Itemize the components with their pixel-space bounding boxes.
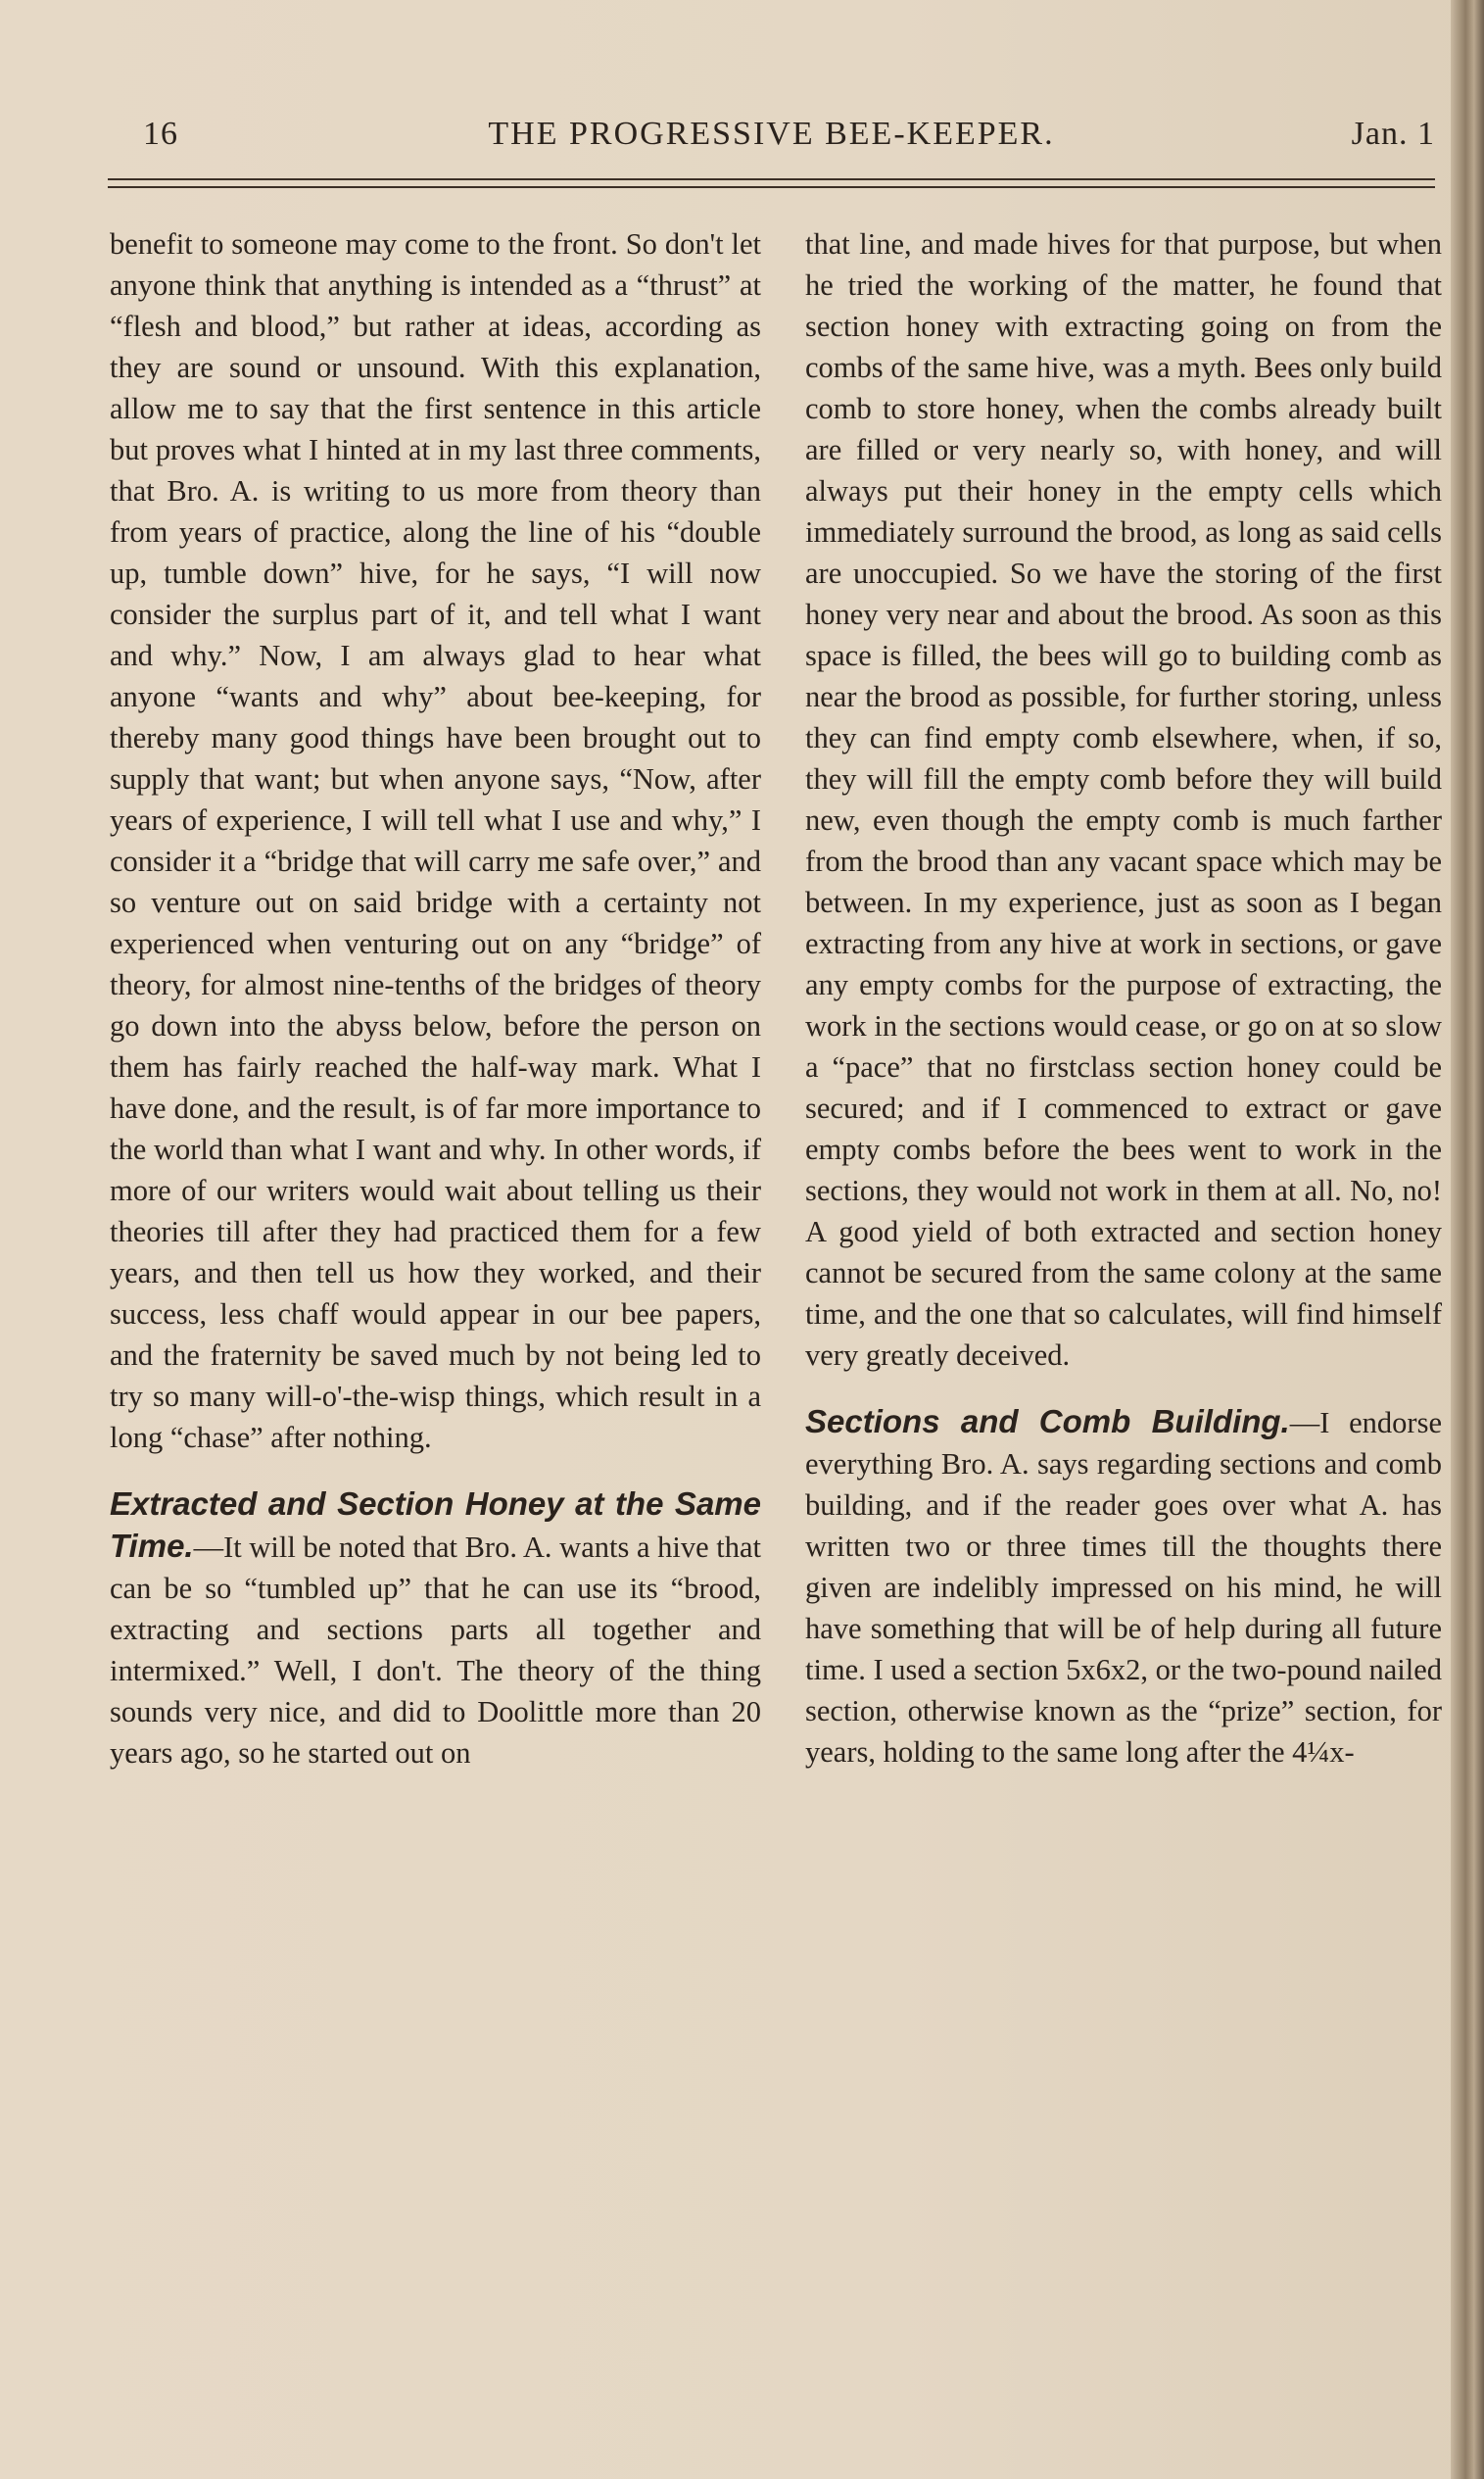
right-paragraph-1: that line, and made hives for that purpose, but when he tried the working of the matter, he found that section honey with extracting going on from the combs of the same hive, was a myth. Bees only build comb to store honey, when the combs already built are filled or very nearly so, with honey, and will always put their honey in the empty cells which immediately surround the brood, as long as said cells are unoccupied. So we have the storing of the first honey very near and about the brood. As soon as this space is filled, the bees will go to building comb as near the brood as possible, for further storing, unless they can find empty comb elsewhere, when, if so, they will fill the empty comb before they will build new, even though the empty comb is much farther from the brood than any vacant space which may be between. In my experience, just as soon as I began extracting from any hive at work in sections, or gave any empty combs for the purpose of extracting, the work in the sections would cease, or go on at so slow a “pace” that no firstclass section honey could be secured; and if I commenced to extract or gave empty combs before the bees went to work in the sections, they would not work in them at all. No, no! A good yield of both extracted and section honey cannot be secured from the same colony at the same time, and the one that so calculates, will find himself very greatly deceived. bbox=[805, 227, 1442, 1372]
left-column bbox=[110, 223, 761, 1774]
left-paragraph-2-text: —It will be noted that Bro. A. wants a hive that can be so “tumbled up” that he can use its “brood, extracting and sections parts all together and intermixed.” Well, I don't. The theory of the thing sounds very nice, and did to Doolittle more than 20 years ago, so he started out on bbox=[110, 1531, 761, 1770]
page-spine-edge bbox=[1451, 0, 1484, 2479]
right-paragraph-2 bbox=[805, 1401, 1442, 1773]
header-rule-top bbox=[108, 178, 1435, 180]
section-heading-extracted: Extracted and Section Honey at the Same Time. bbox=[110, 1485, 761, 1564]
running-header bbox=[108, 116, 1435, 165]
left-paragraph-1: benefit to someone may come to the front. So don't let anyone think that anything is intended as a “thrust” at “flesh and blood,” but rather at ideas, according as they are sound or unsound. With this explanation, allow me to say that the first sentence in this article but proves what I hinted at in my last three comments, that Bro. A. is writing to us more from theory than from years of practice, along the line of his “double up, tumble down” hive, for he says, “I will now consider the surplus part of it, and tell what I want and why.” Now, I am always glad to hear what anyone “wants and why” about bee-keeping, for thereby many good things have been brought out to supply that want; but when anyone says, “Now, after years of experience, I will tell what I use and why,” I consider it a “bridge that will carry me safe over,” and so venture out on said bridge with a certainty not experienced when venturing out on any “bridge” of theory, for almost nine-tenths of the bridges of theory go down into the abyss below, before the person on them has fairly reached the half-way mark. What I have done, and the result, is of far more importance to the world than what I want and why. In other words, if more of our writers would wait about telling us their theories till after they had practiced them for a few years, and then tell us how they worked, and their success, less chaff would appear in our bee papers, and the fraternity be saved much by not being led to try so many will-o'-the-wisp things, which result in a long “chase” after nothing. bbox=[110, 227, 761, 1454]
section-heading-sections: Sections and Comb Building. bbox=[805, 1403, 1290, 1439]
right-paragraph-2-text: —I endorse everything Bro. A. says regarding sections and comb building, and if the reader goes over what A. has written two or three times till the thoughts there given are indelibly impressed on his mind, he will have something that will be of help during all future time. I used a section 5x6x2, or the two-pound nailed section, otherwise known as the “prize” section, for years, holding to the same long after the 4¼x- bbox=[805, 1406, 1442, 1769]
right-column bbox=[805, 223, 1442, 1773]
header-rule-bottom bbox=[108, 186, 1435, 188]
left-paragraph-2 bbox=[110, 1483, 761, 1774]
page-number: 16 bbox=[143, 116, 178, 152]
journal-title: THE PROGRESSIVE BEE-KEEPER. bbox=[488, 116, 1055, 152]
issue-date: Jan. 1 bbox=[1351, 116, 1435, 152]
